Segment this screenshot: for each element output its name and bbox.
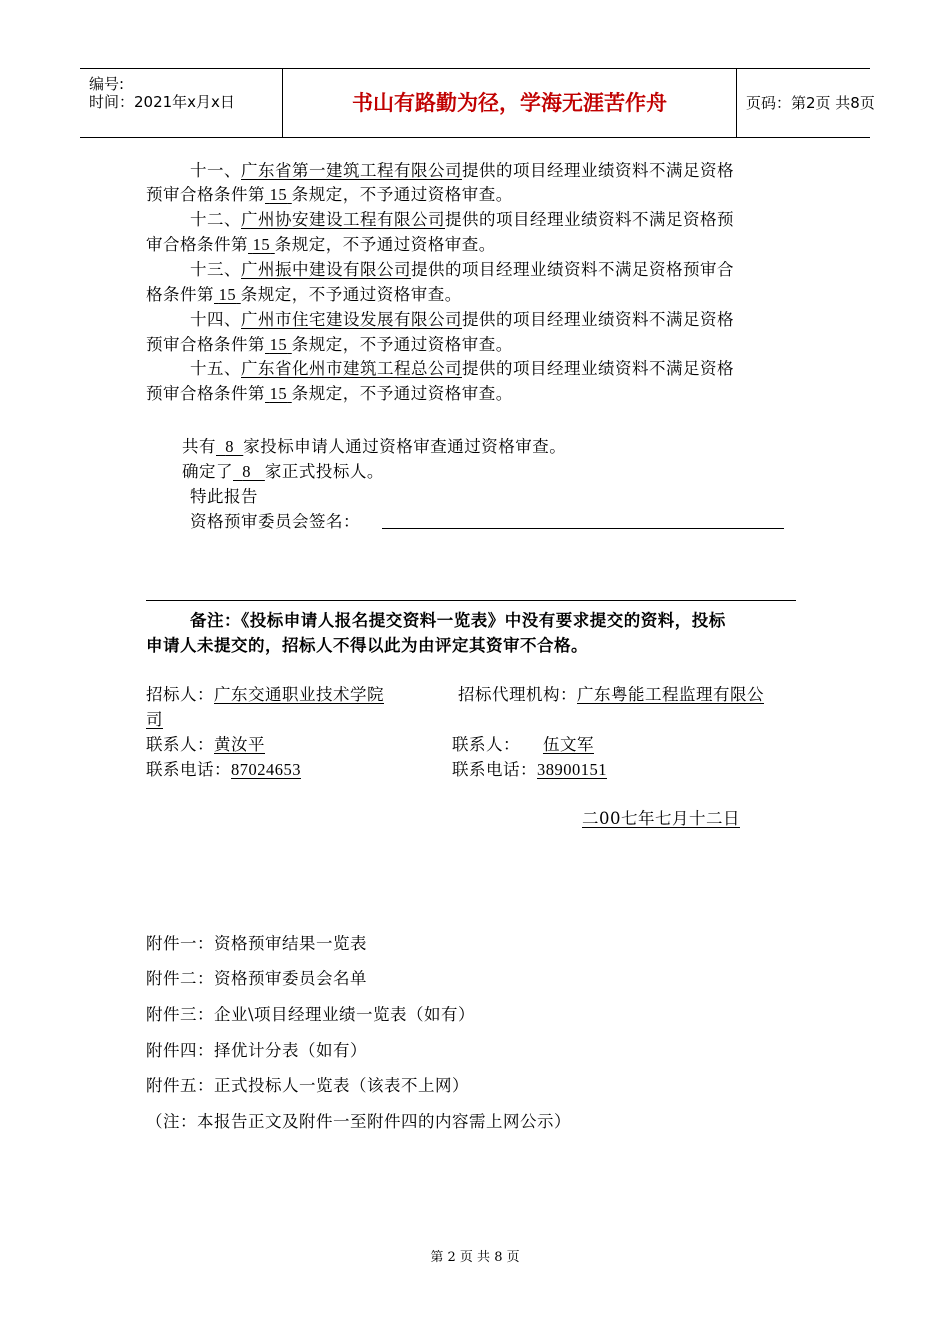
agency-phone: 38900151 bbox=[537, 760, 607, 779]
item-15-line1: 十五、广东省化州市建筑工程总公司提供的项目经理业绩资料不满足资格 bbox=[190, 359, 734, 378]
item-11-line2: 预审合格条件第 15 条规定，不予通过资格审查。 bbox=[146, 185, 513, 204]
clause-number: 15 bbox=[218, 285, 237, 304]
confirmed-count: 8 bbox=[242, 462, 251, 481]
document-number-label: 编号: bbox=[89, 75, 125, 93]
report-statement: 特此报告 bbox=[190, 487, 258, 506]
attachment-1: 附件一：资格预审结果一览表 bbox=[146, 934, 367, 953]
clause-number: 15 bbox=[252, 235, 271, 254]
section-divider bbox=[146, 600, 796, 601]
item-11-line1: 十一、广东省第一建筑工程有限公司提供的项目经理业绩资料不满足资格 bbox=[190, 161, 734, 180]
passed-count: 8 bbox=[225, 437, 234, 456]
signature-line bbox=[382, 528, 784, 529]
tenderer-contact: 黄汝平 bbox=[214, 735, 265, 754]
clause-number: 15 bbox=[269, 335, 288, 354]
header-motto: 书山有路勤为径，学海无涯苦作舟 bbox=[283, 69, 737, 137]
company-name: 广州振中建设有限公司 bbox=[241, 260, 411, 279]
clause-number: 15 bbox=[269, 185, 288, 204]
attachment-4: 附件四：择优计分表（如有） bbox=[146, 1041, 367, 1060]
item-14-line2: 预审合格条件第 15 条规定，不予通过资格审查。 bbox=[146, 335, 513, 354]
confirmed-summary: 确定了 8 家正式投标人。 bbox=[182, 462, 384, 481]
tenderer-phone: 87024653 bbox=[231, 760, 301, 779]
company-name: 广州协安建设工程有限公司 bbox=[241, 210, 445, 229]
agency-phone-row: 联系电话：38900151 bbox=[452, 760, 607, 779]
agency-contact: 伍文军 bbox=[542, 735, 594, 754]
remark-line2: 申请人未提交的，招标人不得以此为由评定其资审不合格。 bbox=[146, 636, 588, 655]
remark-line1: 备注：《投标申请人报名提交资料一览表》中没有要求提交的资料，投标 bbox=[190, 611, 726, 630]
company-name: 广东省第一建筑工程有限公司 bbox=[241, 161, 462, 180]
item-13-line1: 十三、广州振中建设有限公司提供的项目经理业绩资料不满足资格预审合 bbox=[190, 260, 734, 279]
publication-note: （注：本报告正文及附件一至附件四的内容需上网公示） bbox=[146, 1112, 571, 1131]
clause-number: 15 bbox=[269, 384, 288, 403]
attachment-3: 附件三：企业\项目经理业绩一览表（如有） bbox=[146, 1005, 476, 1024]
item-12-line2: 审合格条件第 15 条规定，不予通过资格审查。 bbox=[146, 235, 496, 254]
tenderer-contact-row: 联系人：黄汝平 bbox=[146, 735, 265, 754]
attachment-5: 附件五：正式投标人一览表（该表不上网） bbox=[146, 1076, 469, 1095]
item-14-line1: 十四、广州市住宅建设发展有限公司提供的项目经理业绩资料不满足资格 bbox=[190, 310, 734, 329]
agency-name-continued: 司 bbox=[146, 710, 163, 729]
attachment-2: 附件二：资格预审委员会名单 bbox=[146, 969, 367, 988]
tenderer-name: 广东交通职业技术学院 bbox=[214, 685, 384, 704]
document-time-label: 时间：2021年x月x日 bbox=[89, 93, 235, 111]
header-meta-cell bbox=[80, 69, 283, 137]
company-name: 广东省化州市建筑工程总公司 bbox=[241, 359, 462, 378]
header-page-info: 页码：第2页 共8页 bbox=[746, 94, 875, 112]
page-footer: 第 2 页 共 8 页 bbox=[430, 1250, 520, 1265]
agency-name: 广东粤能工程监理有限公 bbox=[577, 685, 764, 704]
item-15-line2: 预审合格条件第 15 条规定，不予通过资格审查。 bbox=[146, 384, 513, 403]
item-12-line1: 十二、广州协安建设工程有限公司提供的项目经理业绩资料不满足资格预 bbox=[190, 210, 734, 229]
page-header bbox=[80, 68, 875, 138]
company-name: 广州市住宅建设发展有限公司 bbox=[241, 310, 462, 329]
tenderer-phone-row: 联系电话：87024653 bbox=[146, 760, 301, 779]
agency-contact-row: 联系人： 伍文军 bbox=[452, 735, 594, 754]
passed-summary: 共有 8 家投标申请人通过资格审查通过资格审查。 bbox=[182, 437, 567, 456]
tenderer-row: 招标人：广东交通职业技术学院 bbox=[146, 685, 384, 704]
item-13-line2: 格条件第 15 条规定，不予通过资格审查。 bbox=[146, 285, 462, 304]
agency-row: 招标代理机构：广东粤能工程监理有限公 bbox=[458, 685, 764, 704]
signature-label: 资格预审委员会签名： bbox=[190, 512, 360, 531]
report-date: 二00七年七月十二日 bbox=[582, 809, 740, 828]
